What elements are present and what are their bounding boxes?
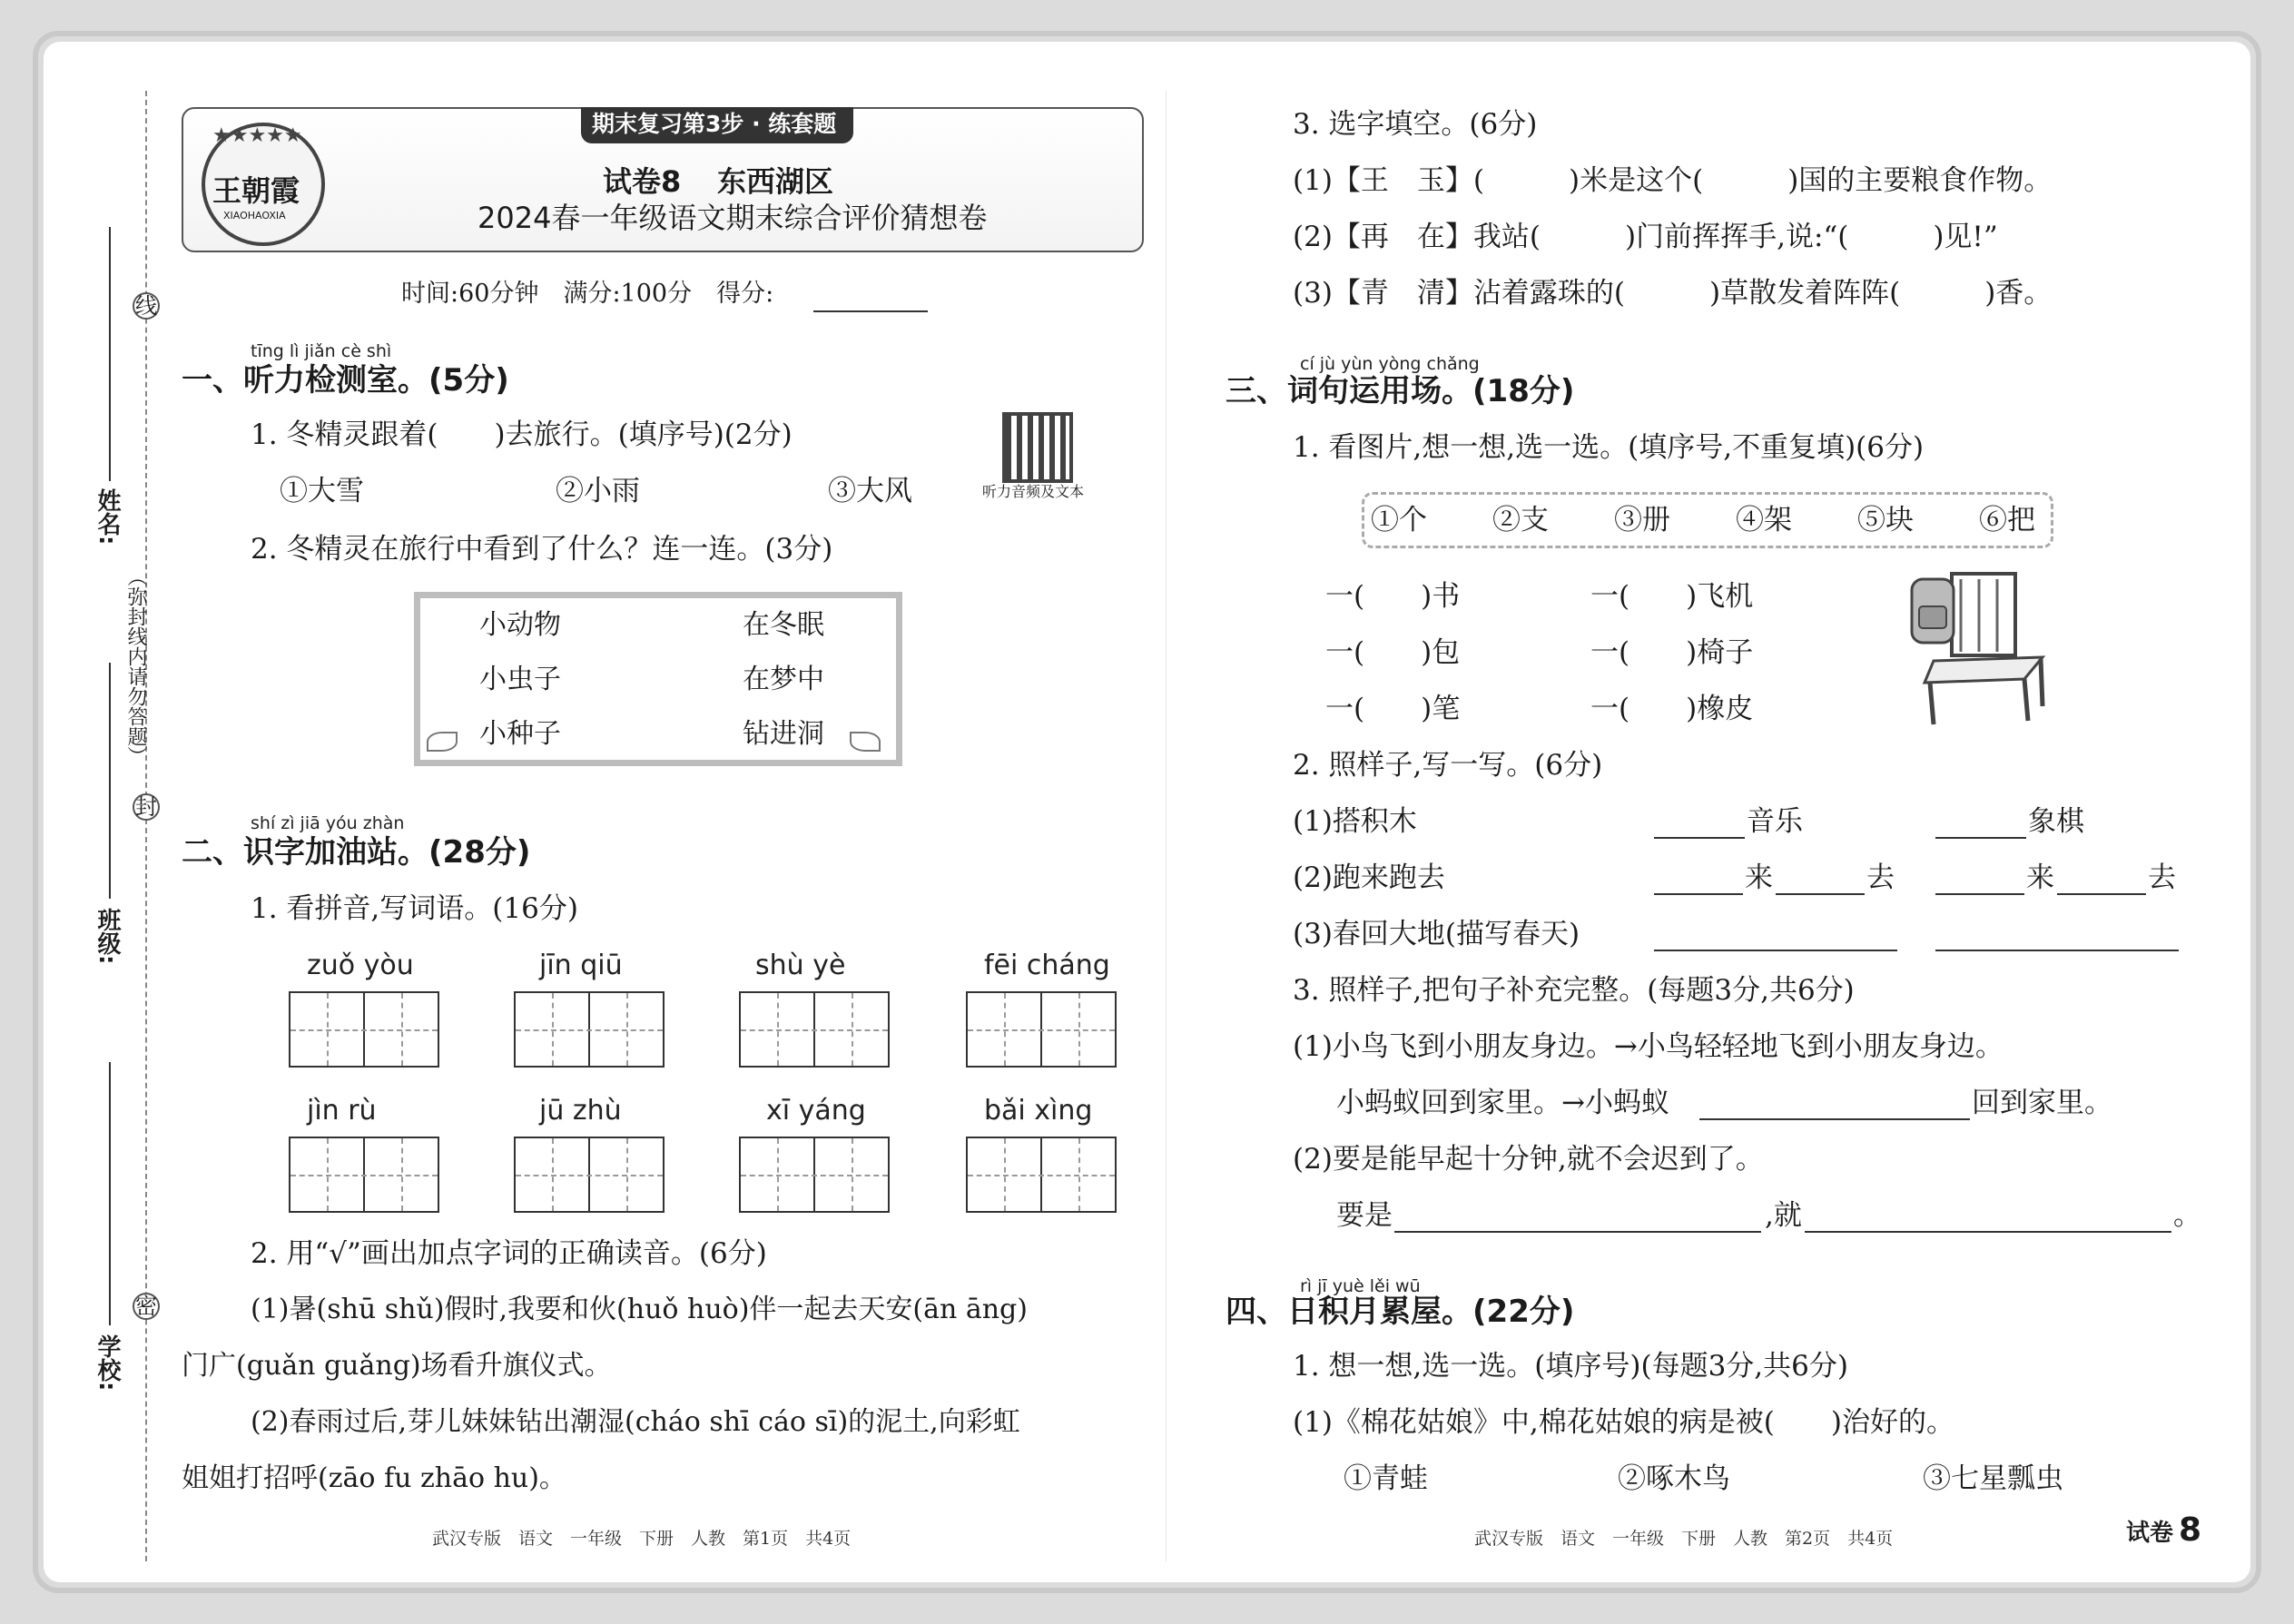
match-left-2[interactable]: 小虫子 [479, 664, 561, 695]
logo-stars-icon: ★★★★★ [212, 124, 302, 147]
s4-opt-1: ①青蛙 [1344, 1462, 1428, 1495]
logo [202, 123, 325, 246]
answer-line[interactable] [2057, 893, 2146, 895]
s3-q3: 3. 照样子,把句子补充完整。(每题3分,共6分) [1293, 974, 1855, 1007]
s3-qu: 去 [2148, 861, 2176, 894]
fill-left-2[interactable]: 一( )包 [1325, 636, 1461, 669]
binding-notice: （弥封线内请勿答题） [124, 566, 147, 766]
fill-right-1[interactable]: 一( )飞机 [1590, 580, 1754, 613]
writing-grid[interactable] [289, 991, 439, 1068]
answer-line[interactable] [1654, 893, 1743, 895]
answer-line[interactable] [1776, 893, 1865, 895]
s3-example-2: (2)跑来跑去 [1293, 861, 1445, 894]
footer-left: 武汉专版 语文 一年级 下册 人教 第1页 共4页 [432, 1529, 852, 1549]
pinyin-word: jū zhù [539, 1095, 622, 1127]
s1-opt-1: ①大雪 [280, 475, 364, 507]
paper-tag-number: 8 [2179, 1511, 2202, 1549]
page-divider [1166, 91, 1167, 1561]
binding-mark-line: 线 [133, 292, 160, 320]
class-label: 班级: [94, 908, 121, 965]
s4-opt-3: ③七星瓢虫 [1923, 1462, 2063, 1495]
paper-number: 试卷8 [603, 164, 682, 199]
fill-left-1[interactable]: 一( )书 [1325, 580, 1461, 613]
pinyin-word: jìn rù [307, 1095, 377, 1127]
s4-opt-2: ②啄木鸟 [1618, 1462, 1730, 1495]
s3-sentence-1: (1)小鸟飞到小朋友身边。→小鸟轻轻地飞到小朋友身边。 [1293, 1030, 2004, 1063]
pinyin-word: shù yè [755, 950, 846, 981]
s3-lai: 来 [2026, 861, 2054, 894]
r3-title: 3. 选字填空。(6分) [1293, 108, 1538, 141]
s3-sentence-1c: 回到家里。 [1972, 1087, 2112, 1119]
s3-e1-chess: 象棋 [2028, 805, 2084, 838]
s4-title: 四、日积月累屋。(22分) [1226, 1294, 1575, 1330]
s4-line-1: (1)《棉花姑娘》中,棉花姑娘的病是被( )治好的。 [1293, 1406, 1954, 1439]
s1-opt-2: ②小雨 [556, 475, 640, 507]
s3-q1: 1. 看图片,想一想,选一选。(填序号,不重复填)(6分) [1293, 431, 1925, 464]
choice-1: ①个 [1371, 504, 1427, 536]
s1-title: 一、听力检测室。(5分) [182, 362, 509, 399]
writing-grid[interactable] [739, 991, 890, 1068]
choice-3: ③册 [1614, 504, 1670, 536]
match-left-1[interactable]: 小动物 [479, 609, 561, 641]
s2-q1: 1. 看拼音,写词语。(16分) [251, 892, 578, 925]
answer-line[interactable] [1935, 837, 2026, 839]
qr-code-icon [1002, 412, 1073, 483]
name-label: 姓名: [94, 488, 121, 546]
answer-line[interactable] [1699, 1118, 1970, 1120]
class-field[interactable] [109, 663, 111, 899]
paper-tag: 试卷 [2126, 1520, 2174, 1547]
s1-q2: 2. 冬精灵在旅行中看到了什么？连一连。(3分) [251, 533, 833, 566]
s2-q2-line-2: 门广(guǎn guǎng)场看升旗仪式。 [182, 1350, 612, 1382]
school-field[interactable] [109, 1062, 111, 1325]
pinyin-word: xī yáng [766, 1095, 866, 1127]
fill-right-2[interactable]: 一( )椅子 [1590, 636, 1754, 669]
s1-q1: 1. 冬精灵跟着( )去旅行。(填序号)(2分) [251, 418, 793, 451]
s3-qu: 去 [1866, 861, 1895, 894]
s2-q2-line-1: (1)暑(shū shǔ)假时,我要和伙(huǒ huò)伴一起去天安(ān āng) [251, 1294, 1028, 1325]
choice-5: ⑤块 [1857, 504, 1914, 536]
answer-line[interactable] [1935, 893, 2024, 895]
name-field[interactable] [109, 227, 111, 481]
writing-grid[interactable] [514, 991, 665, 1068]
binding-mark-dense: 密 [133, 1293, 160, 1320]
answer-line[interactable] [1935, 950, 2179, 951]
binding-mark-seal: 封 [133, 793, 160, 821]
pinyin-word: fēi cháng [984, 950, 1110, 981]
choice-6: ⑥把 [1979, 504, 2035, 536]
writing-grid[interactable] [289, 1137, 439, 1213]
s3-lai: 来 [1745, 861, 1773, 894]
s3-example-1: (1)搭积木 [1293, 805, 1417, 838]
footer-right: 武汉专版 语文 一年级 下册 人教 第2页 共4页 [1474, 1529, 1894, 1549]
score-field[interactable] [813, 310, 928, 312]
s2-q2: 2. 用“√”画出加点字词的正确读音。(6分) [251, 1237, 767, 1270]
s3-sentence-2a: 要是 [1336, 1199, 1393, 1232]
exam-info: 时间:60分钟 满分:100分 得分: [401, 280, 774, 308]
s4-pinyin: rì jī yuè lěi wū [1300, 1276, 1421, 1296]
s3-title: 三、词句运用场。(18分) [1226, 373, 1575, 409]
logo-text: 王朝霞 [212, 173, 300, 208]
s1-pinyin: tīng lì jiǎn cè shì [251, 341, 392, 361]
s2-title: 二、识字加油站。(28分) [182, 834, 531, 871]
s3-example-3: (3)春回大地(描写春天) [1293, 918, 1580, 950]
district: 东西湖区 [717, 164, 834, 199]
choice-4: ④架 [1736, 504, 1792, 536]
answer-line[interactable] [1805, 1231, 2171, 1233]
fill-right-3[interactable]: 一( )橡皮 [1590, 693, 1754, 725]
match-left-3[interactable]: 小种子 [479, 718, 561, 750]
s3-sentence-2c: 。 [2173, 1199, 2201, 1232]
r3-line-1: (1)【王 玉】( )米是这个( )国的主要粮食作物。 [1293, 164, 2053, 197]
qr-label: 听力音频及文本 [982, 483, 1085, 500]
school-label: 学校: [94, 1334, 121, 1392]
answer-line[interactable] [1654, 837, 1745, 839]
s3-q2: 2. 照样子,写一写。(6分) [1293, 749, 1603, 782]
s2-pinyin: shí zì jiā yóu zhàn [251, 813, 405, 833]
leaf-icon [850, 732, 881, 752]
fill-left-3[interactable]: 一( )笔 [1325, 693, 1461, 725]
pinyin-word: bǎi xìng [984, 1095, 1093, 1127]
writing-grid[interactable] [514, 1137, 665, 1213]
leaf-icon [427, 732, 458, 752]
pinyin-word: zuǒ yòu [307, 950, 414, 981]
banner-text: 期末复习第3步 · 练套题 [592, 111, 837, 137]
r3-line-2: (2)【再 在】我站( )门前挥挥手,说:“( )见!” [1293, 221, 1998, 253]
match-right-2[interactable]: 在梦中 [743, 664, 824, 695]
s3-e1-music: 音乐 [1747, 805, 1803, 838]
page-title: 2024春一年级语文期末综合评价猜想卷 [478, 201, 988, 235]
s3-sentence-2: (2)要是能早起十分钟,就不会迟到了。 [1293, 1143, 1764, 1176]
answer-line[interactable] [1394, 1231, 1761, 1233]
logo-small-text: XIAOHAOXIA [223, 210, 286, 221]
s4-q1: 1. 想一想,选一选。(填序号)(每题3分,共6分) [1293, 1350, 1848, 1383]
r3-line-3: (3)【青 清】沾着露珠的( )草散发着阵阵( )香。 [1293, 277, 2053, 310]
pinyin-word: jīn qiū [539, 950, 623, 981]
writing-grid[interactable] [739, 1137, 890, 1213]
match-right-3[interactable]: 钻进洞 [743, 718, 824, 750]
s3-sentence-1b: 小蚂蚁回到家里。→小蚂蚁 [1336, 1087, 1669, 1119]
s3-sentence-2b: ,就 [1765, 1199, 1802, 1232]
writing-grid[interactable] [966, 991, 1117, 1068]
s2-q2-line-3: (2)春雨过后,芽儿妹妹钻出潮湿(cháo shī cáo sī)的泥土,向彩虹 [251, 1406, 1020, 1438]
answer-line[interactable] [1654, 950, 1897, 951]
choice-2: ②支 [1492, 504, 1549, 536]
word-choice-box [1362, 492, 2053, 548]
match-right-1[interactable]: 在冬眠 [743, 609, 824, 641]
chair-with-bag-illustration [1906, 570, 2052, 730]
s1-opt-3: ③大风 [828, 475, 912, 507]
writing-grid[interactable] [966, 1137, 1117, 1213]
s2-q2-line-4: 姐姐打招呼(zāo fu zhāo hu)。 [182, 1462, 566, 1494]
s3-pinyin: cí jù yùn yòng chǎng [1300, 354, 1480, 374]
